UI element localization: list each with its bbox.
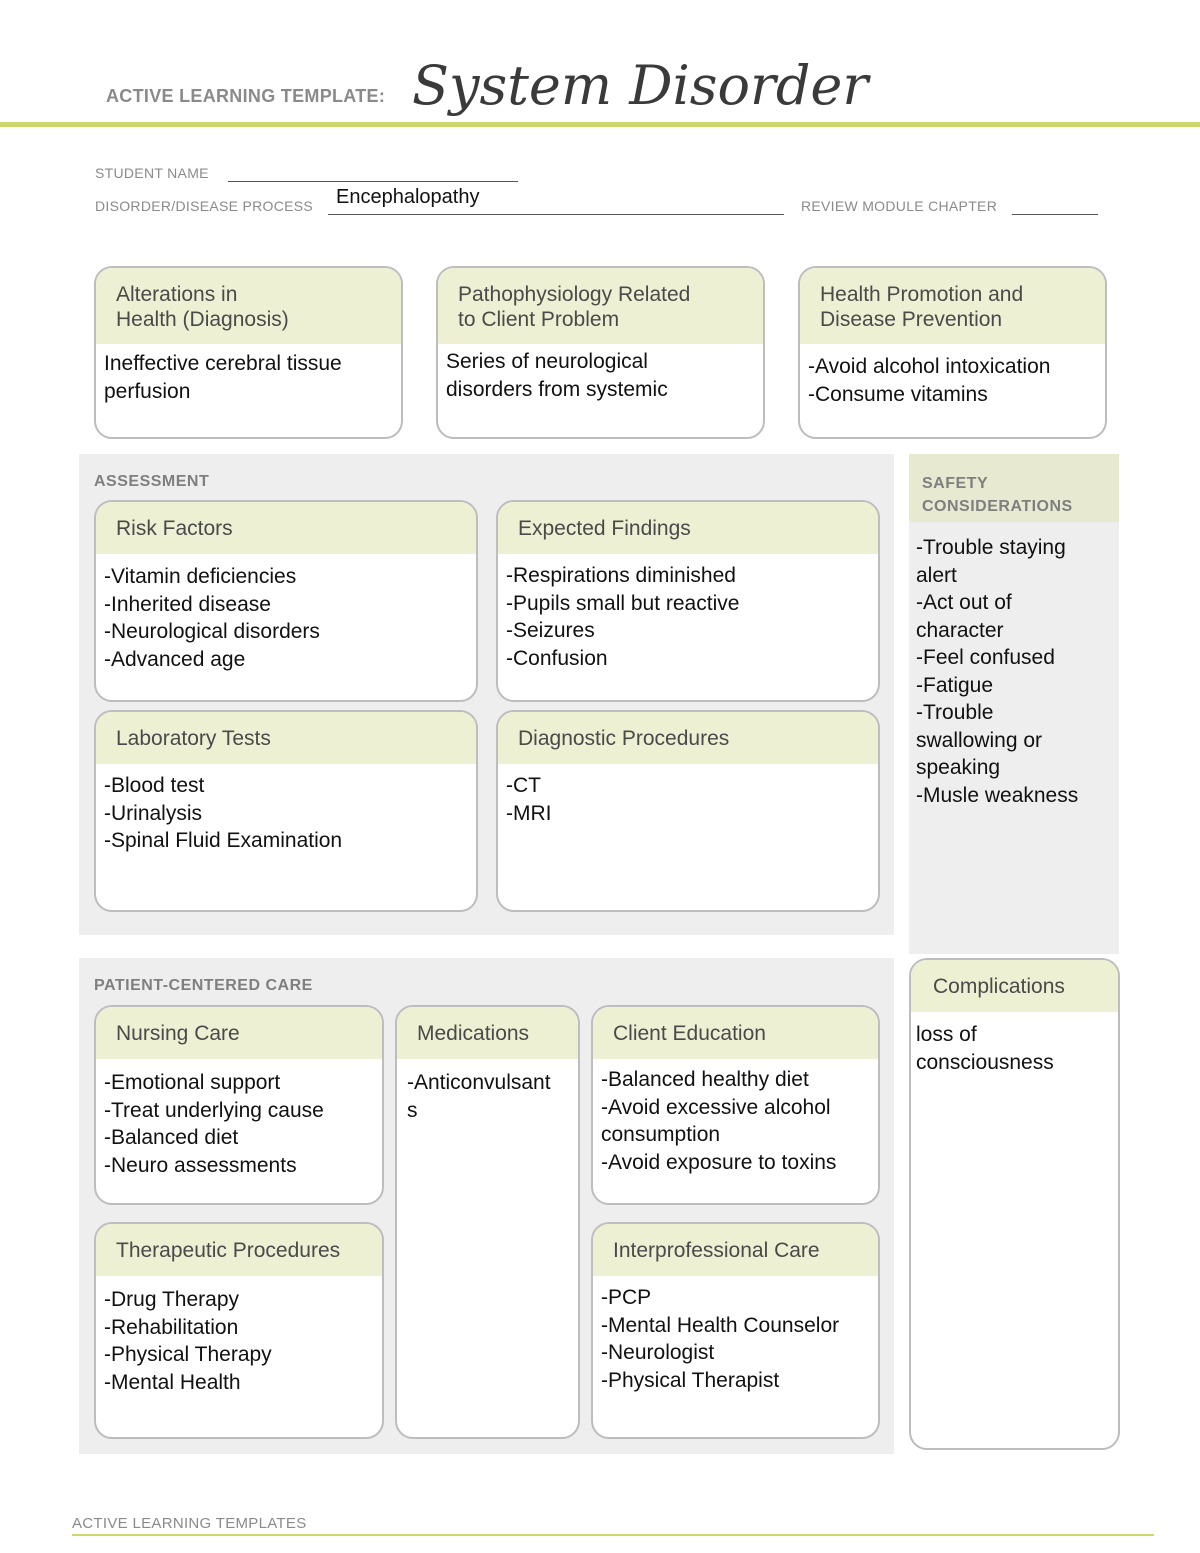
laboratory-tests-title: Laboratory Tests <box>96 712 476 764</box>
disorder-value: Encephalopathy <box>336 186 480 208</box>
disorder-field[interactable] <box>328 214 784 215</box>
header-divider <box>0 122 1200 127</box>
risk-factors-title: Risk Factors <box>96 502 476 554</box>
therapeutic-procedures-body[interactable]: -Drug Therapy -Rehabilitation -Physical Therapy -Mental Health <box>104 1288 272 1394</box>
expected-findings-title: Expected Findings <box>498 502 878 554</box>
assessment-title: ASSESSMENT <box>94 473 210 490</box>
health-promotion-box <box>798 266 1107 439</box>
medications-title: Medications <box>397 1007 578 1059</box>
pathophysiology-body[interactable]: Series of neurological disorders from systemic <box>446 350 668 401</box>
risk-factors-box <box>94 500 478 702</box>
medications-body[interactable]: -Anticonvulsant s <box>407 1071 551 1122</box>
template-label: ACTIVE LEARNING TEMPLATE: <box>106 86 386 106</box>
pathophysiology-title: Pathophysiology Related to Client Problem <box>438 268 763 344</box>
health-promotion-title: Health Promotion and Disease Prevention <box>800 268 1105 344</box>
diagnostic-procedures-title: Diagnostic Procedures <box>498 712 878 764</box>
footer-label: ACTIVE LEARNING TEMPLATES <box>72 1515 307 1532</box>
complications-box <box>909 958 1120 1450</box>
safety-title: SAFETY CONSIDERATIONS <box>922 475 1073 515</box>
diagnostic-procedures-box <box>496 710 880 912</box>
patient-care-title: PATIENT-CENTERED CARE <box>94 977 313 994</box>
nursing-care-title: Nursing Care <box>96 1007 382 1059</box>
alterations-body[interactable]: Ineffective cerebral tissue perfusion <box>104 352 342 403</box>
risk-factors-body[interactable]: -Vitamin deficiencies -Inherited disease -Neurological disorders -Advanced age <box>104 565 320 671</box>
medications-box <box>395 1005 580 1439</box>
interprofessional-care-title: Interprofessional Care <box>593 1224 878 1276</box>
health-promotion-body[interactable]: -Avoid alcohol intoxication -Consume vitamins <box>808 355 1051 406</box>
expected-findings-body[interactable]: -Respirations diminished -Pupils small but reactive -Seizures -Confusion <box>506 564 740 670</box>
footer-divider <box>72 1534 1154 1536</box>
interprofessional-care-body[interactable]: -PCP -Mental Health Counselor -Neurologist -Physical Therapist <box>601 1286 840 1392</box>
pathophysiology-box <box>436 266 765 439</box>
disorder-label: DISORDER/DISEASE PROCESS <box>95 198 314 214</box>
complications-title: Complications <box>911 960 1118 1012</box>
therapeutic-procedures-box <box>94 1222 384 1439</box>
complications-body[interactable]: loss of consciousness <box>916 1023 1054 1074</box>
interprofessional-care-box <box>591 1222 880 1439</box>
laboratory-tests-box <box>94 710 478 912</box>
review-module-field[interactable] <box>1012 214 1098 215</box>
student-name-field[interactable] <box>228 181 518 182</box>
laboratory-tests-body[interactable]: -Blood test -Urinalysis -Spinal Fluid Examination <box>104 774 343 852</box>
client-education-box <box>591 1005 880 1205</box>
alterations-title: Alterations in Health (Diagnosis) <box>96 268 401 344</box>
page-title: System Disorder <box>412 54 869 117</box>
alterations-box <box>94 266 403 439</box>
client-education-title: Client Education <box>593 1007 878 1059</box>
nursing-care-box <box>94 1005 384 1205</box>
client-education-body[interactable]: -Balanced healthy diet -Avoid excessive alcohol consumption -Avoid exposure to toxins <box>601 1068 837 1174</box>
therapeutic-procedures-title: Therapeutic Procedures <box>96 1224 382 1276</box>
safety-body[interactable]: -Trouble staying alert -Act out of character -Feel confused -Fatigue -Trouble swallowing or speaking -Musle weakness <box>916 536 1079 807</box>
expected-findings-box <box>496 500 880 702</box>
student-name-label: STUDENT NAME <box>95 165 209 181</box>
diagnostic-procedures-body[interactable]: -CT -MRI <box>506 774 552 825</box>
nursing-care-body[interactable]: -Emotional support -Treat underlying cause -Balanced diet -Neuro assessments <box>104 1071 324 1177</box>
review-module-label: REVIEW MODULE CHAPTER <box>801 198 998 214</box>
